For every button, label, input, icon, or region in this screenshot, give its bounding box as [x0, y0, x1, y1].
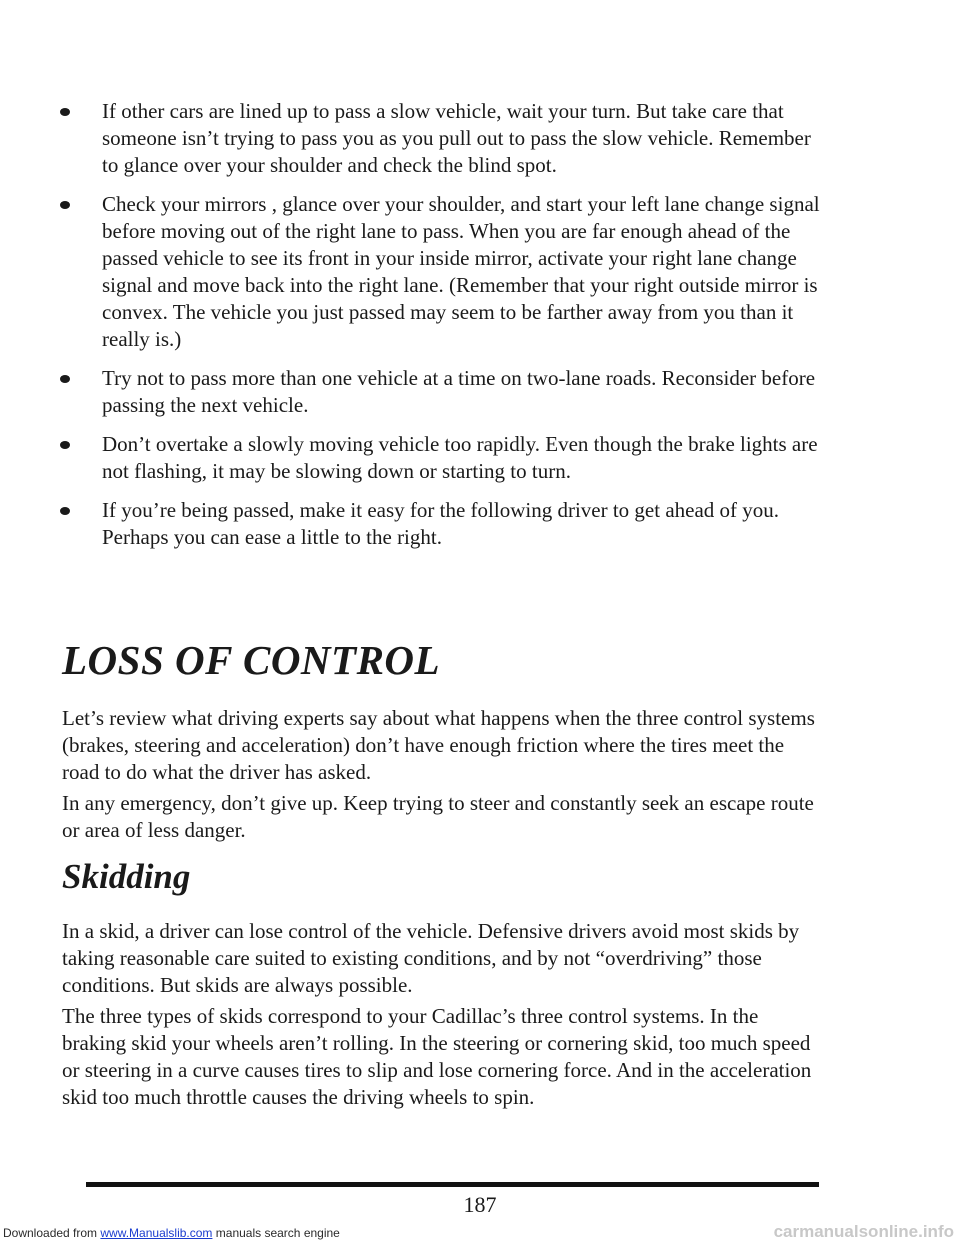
list-item — [60, 365, 820, 419]
bullet-icon — [60, 108, 70, 116]
paragraph: Let’s review what driving experts say about what happens when the three control systems (brakes, steering and acceleration) don’t have enough friction where the tires meet the road to do what the driver has asked. — [62, 706, 815, 784]
section-heading-loss-of-control: LOSS OF CONTROL — [62, 637, 441, 683]
download-footer — [3, 1226, 340, 1240]
list-item-text: Check your mirrors , glance over your shoulder, and start your left lane change signal before moving out of the right lane to pass. When you are far enough ahead of the passed vehicle to see its front in your inside mirror, activate your right lane change signal and move back into the right lane. (Remember that your right outside mirror is convex. The vehicle you just passed may seem to be farther away from you than it really is.) — [102, 192, 820, 351]
passing-tips-list — [60, 98, 820, 563]
list-item — [60, 98, 820, 179]
manualslib-link[interactable]: www.Manualslib.com — [100, 1226, 213, 1240]
footer-rule — [86, 1182, 819, 1187]
subsection-heading-skidding: Skidding — [62, 857, 191, 896]
bullet-icon — [60, 507, 70, 515]
bullet-icon — [60, 441, 70, 449]
watermark: carmanualsonline.info — [773, 1222, 954, 1241]
list-item — [60, 497, 820, 551]
list-item — [60, 431, 820, 485]
bullet-icon — [60, 201, 70, 209]
list-item — [60, 191, 820, 353]
list-item-text: Don’t overtake a slowly moving vehicle too rapidly. Even though the brake lights are not flashing, it may be slowing down or starting to turn. — [102, 432, 818, 483]
bullet-icon — [60, 375, 70, 383]
list-item-text: If other cars are lined up to pass a slow vehicle, wait your turn. But take care that someone isn’t trying to pass you as you pull out to pass the slow vehicle. Remember to glance over your shoulder and check the blind spot. — [102, 99, 811, 177]
paragraph: The three types of skids correspond to your Cadillac’s three control systems. In the braking skid your wheels aren’t rolling. In the steering or cornering skid, too much speed or steering in a curve causes tires to slip and lose cornering force. And in the acceleration skid too much throttle causes the driving wheels to spin. — [62, 1004, 812, 1109]
footer-suffix: manuals search engine — [212, 1226, 340, 1240]
paragraph: In any emergency, don’t give up. Keep trying to steer and constantly seek an escape route or area of less danger. — [62, 791, 814, 842]
paragraph: In a skid, a driver can lose control of the vehicle. Defensive drivers avoid most skids by taking reasonable care suited to existing conditions, and by not “overdriving” those conditions. But skids are always possible. — [62, 919, 800, 997]
footer-prefix: Downloaded from — [3, 1226, 101, 1240]
page-number: 187 — [463, 1192, 497, 1217]
list-item-text: If you’re being passed, make it easy for the following driver to get ahead of you. Perhaps you can ease a little to the right. — [102, 498, 780, 549]
list-item-text: Try not to pass more than one vehicle at a time on two-lane roads. Reconsider before passing the next vehicle. — [102, 366, 816, 417]
